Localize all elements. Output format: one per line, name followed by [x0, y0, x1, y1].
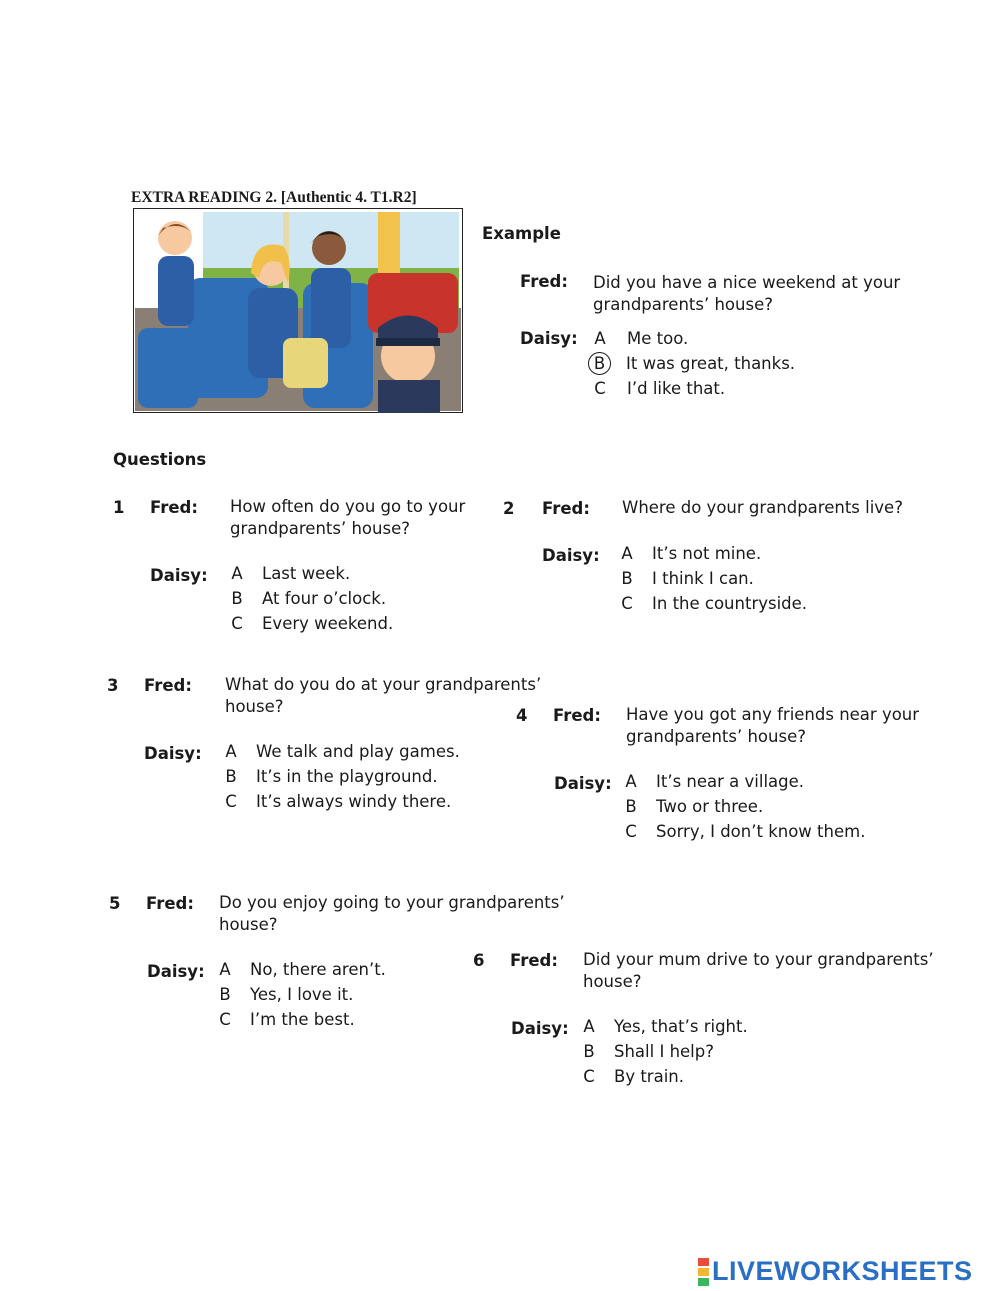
- example-question: [593, 272, 900, 316]
- example-options: [590, 329, 795, 404]
- example-daisy-label: Daisy:: [520, 329, 578, 348]
- example-option-c: C I’d like that.: [594, 379, 726, 398]
- option-b: B At four o’clock.: [231, 589, 387, 608]
- logo-blocks-icon: [698, 1257, 709, 1287]
- option-b: B It’s in the playground.: [225, 767, 438, 786]
- option-b: B I think I can.: [621, 569, 754, 588]
- example-fred-label: Fred:: [520, 272, 568, 291]
- option-a: A Last week.: [231, 564, 351, 583]
- option-b: B Yes, I love it.: [219, 985, 354, 1004]
- option-a: A It’s near a village.: [625, 772, 805, 791]
- option-c: C In the countryside.: [621, 594, 808, 613]
- example-option-a: A Me too.: [594, 329, 689, 348]
- logo-text: LIVEWORKSHEETS: [712, 1256, 973, 1286]
- option-c: C Every weekend.: [231, 614, 394, 633]
- option-c: C It’s always windy there.: [225, 792, 452, 811]
- option-a: A No, there aren’t.: [219, 960, 386, 979]
- questions-heading: Questions: [113, 450, 207, 469]
- example-question-line2: grandparents’ house?: [593, 295, 773, 314]
- option-a: A It’s not mine.: [621, 544, 762, 563]
- example-question-line1: Did you have a nice weekend at your: [593, 273, 901, 292]
- option-b: B Shall I help?: [583, 1042, 714, 1061]
- option-a: A We talk and play games.: [225, 742, 460, 761]
- option-c: C By train.: [583, 1067, 684, 1086]
- liveworksheets-logo: [698, 1256, 973, 1287]
- option-c: C I’m the best.: [219, 1010, 355, 1029]
- circled-answer-b: B: [588, 352, 611, 375]
- example-heading: Example: [482, 224, 561, 243]
- option-a: A Yes, that’s right.: [583, 1017, 748, 1036]
- bus-illustration: [133, 208, 463, 413]
- worksheet-title: EXTRA READING 2. [Authentic 4. T1.R2]: [131, 189, 417, 206]
- option-c: C Sorry, I don’t know them.: [625, 822, 866, 841]
- option-b: B Two or three.: [625, 797, 764, 816]
- example-option-b: B It was great, thanks.: [590, 354, 795, 379]
